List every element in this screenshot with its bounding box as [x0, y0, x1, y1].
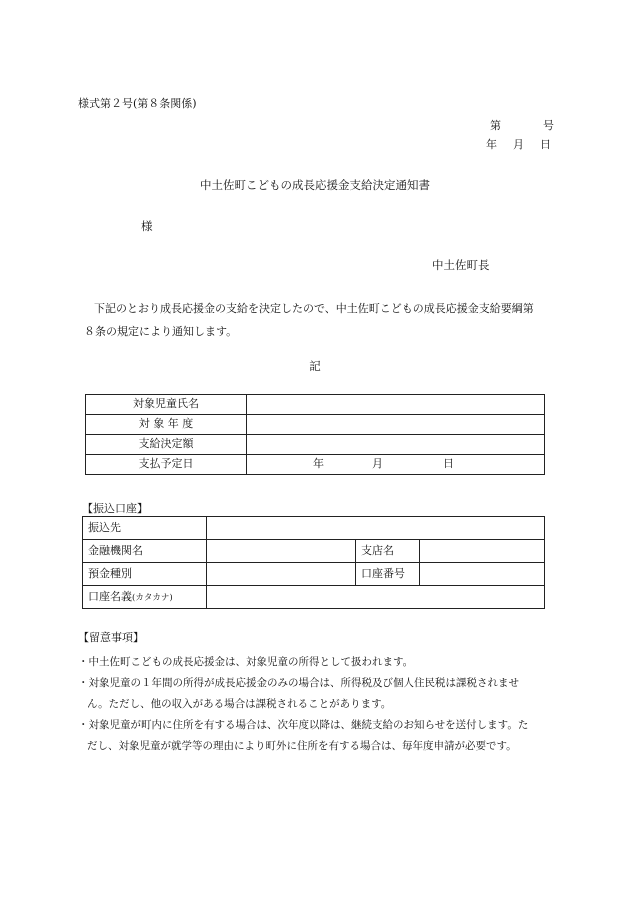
reference-number — [490, 119, 554, 133]
institution-label: 金融機関名 — [83, 540, 207, 563]
ki-marker: 記 — [309, 359, 321, 373]
table-row — [83, 517, 545, 540]
payment-date-label: 支払予定日 — [86, 455, 247, 475]
table-row — [86, 415, 545, 435]
deposit-type-field[interactable] — [207, 563, 356, 586]
reference-suffix: 号 — [543, 119, 554, 132]
payment-date-year: 年 — [313, 457, 324, 471]
target-year-label: 対 象 年 度 — [86, 415, 247, 435]
body-line-1: 下記のとおり成長応援金の支給を決定したので、中土佐町こどもの成長応援金支給要綱第 — [94, 302, 534, 315]
reference-prefix: 第 — [490, 119, 501, 132]
target-year-field[interactable] — [247, 415, 545, 435]
table-row — [83, 540, 545, 563]
child-name-field[interactable] — [247, 395, 545, 415]
bank-table — [82, 516, 545, 609]
branch-label: 支店名 — [356, 540, 420, 563]
note-item — [78, 673, 558, 715]
branch-field[interactable] — [420, 540, 545, 563]
form-number: 様式第２号(第８条関係) — [78, 97, 197, 110]
note-3-line-1: ・対象児童が町内に住所を有する場合は、次年度以降は、継続支給のお知らせを送付します。た — [78, 719, 529, 731]
note-3-line-2: だし、対象児童が就学等の理由により町外に住所を有する場合は、毎年度申請が必要です。 — [87, 740, 517, 752]
payment-date-field[interactable] — [247, 455, 545, 475]
note-1-line-1: ・中土佐町こどもの成長応援金は、対象児童の所得として扱われます。 — [78, 656, 414, 668]
table-row — [86, 455, 545, 475]
account-number-label: 口座番号 — [356, 563, 420, 586]
deposit-type-label: 預金種別 — [83, 563, 207, 586]
account-name-field[interactable] — [207, 586, 545, 609]
table-row — [86, 395, 545, 415]
payment-date-month: 月 — [372, 457, 383, 471]
account-name-note: (カタカナ) — [132, 592, 173, 603]
addressee-suffix: 様 — [141, 219, 153, 233]
note-item — [78, 715, 558, 757]
table-row — [83, 586, 545, 609]
body-line-2: ８条の規定により通知します。 — [84, 325, 238, 338]
issue-date-day: 日 — [540, 138, 551, 151]
note-2-line-1: ・対象児童の１年間の所得が成長応援金のみの場合は、所得税及び個人住民税は課税されませ — [78, 677, 519, 689]
payment-date-day: 日 — [443, 457, 454, 471]
note-item — [78, 652, 558, 673]
table-row — [83, 563, 545, 586]
body-text — [82, 297, 552, 343]
amount-label: 支給決定額 — [86, 435, 247, 455]
issue-date-month: 月 — [513, 138, 524, 151]
details-table — [85, 394, 545, 475]
document-title: 中土佐町こどもの成長応援金支給決定通知書 — [200, 178, 430, 192]
institution-field[interactable] — [207, 540, 356, 563]
amount-field[interactable] — [247, 435, 545, 455]
note-2-line-2: ん。ただし、他の収入がある場合は課税されることがあります。 — [87, 698, 392, 710]
payee-label: 振込先 — [83, 517, 207, 540]
payee-field[interactable] — [207, 517, 545, 540]
issue-date — [486, 138, 551, 152]
issue-date-year: 年 — [486, 138, 497, 151]
table-row — [86, 435, 545, 455]
issuer-name: 中土佐町長 — [432, 258, 490, 272]
child-name-label: 対象児童氏名 — [86, 395, 247, 415]
account-name-label-cell — [83, 586, 207, 609]
bank-heading: 【振込口座】 — [82, 502, 148, 515]
account-name-label: 口座名義 — [88, 589, 132, 603]
notes-list — [78, 652, 558, 757]
notes-heading: 【留意事項】 — [78, 631, 144, 644]
account-number-field[interactable] — [420, 563, 545, 586]
